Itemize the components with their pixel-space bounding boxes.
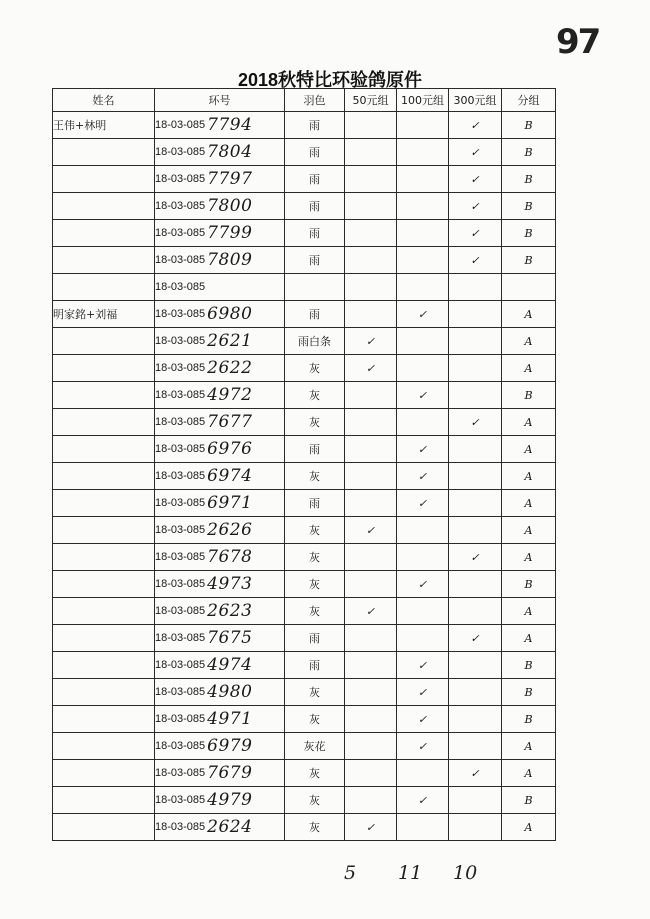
table-row (53, 436, 556, 463)
ring-prefix: 18-03-085 (155, 119, 206, 131)
table-row (53, 814, 556, 841)
ring-prefix: 18-03-085 (155, 821, 206, 833)
ring-suffix-handwritten: 7678 (207, 547, 253, 567)
ring-suffix-handwritten: 6974 (207, 466, 253, 486)
ring-prefix: 18-03-085 (155, 659, 206, 671)
owner-name-cell (53, 625, 155, 652)
group-50-cell (345, 274, 397, 301)
ring-suffix-handwritten: 7804 (207, 142, 253, 162)
owner-name-cell (53, 328, 155, 355)
group-50-cell (345, 490, 397, 517)
total-100-yuan: 11 (398, 862, 423, 884)
feather-color-cell: 雨 (285, 436, 345, 463)
ring-prefix: 18-03-085 (155, 362, 206, 374)
group-letter-cell: B (502, 220, 556, 247)
group-letter-cell (502, 274, 556, 301)
feather-color-cell: 灰 (285, 598, 345, 625)
ring-number-cell (155, 220, 285, 247)
owner-name-cell (53, 517, 155, 544)
ring-number-cell (155, 760, 285, 787)
header-feather-color: 羽色 (285, 89, 345, 112)
table-row (53, 571, 556, 598)
owner-name-cell (53, 679, 155, 706)
ring-number-cell (155, 733, 285, 760)
table-row (53, 166, 556, 193)
group-100-cell (397, 166, 449, 193)
ring-suffix-handwritten: 4974 (207, 655, 253, 675)
total-300-yuan: 10 (453, 862, 478, 884)
table-row (53, 274, 556, 301)
owner-name-cell (53, 274, 155, 301)
group-50-cell (345, 139, 397, 166)
group-300-cell: ✓ (449, 166, 502, 193)
feather-color-cell: 灰 (285, 382, 345, 409)
ring-number-cell (155, 166, 285, 193)
group-50-cell (345, 571, 397, 598)
group-100-cell (397, 274, 449, 301)
table-row (53, 382, 556, 409)
group-50-cell (345, 193, 397, 220)
group-300-cell (449, 490, 502, 517)
group-300-cell (449, 598, 502, 625)
ring-suffix-handwritten: 2624 (207, 817, 253, 837)
table-row (53, 463, 556, 490)
group-300-cell (449, 382, 502, 409)
table-row (53, 490, 556, 517)
ring-number-cell (155, 355, 285, 382)
group-50-cell (345, 706, 397, 733)
ring-number-cell (155, 382, 285, 409)
feather-color-cell: 灰 (285, 517, 345, 544)
ring-suffix-handwritten: 7794 (207, 115, 253, 135)
group-letter-cell: A (502, 544, 556, 571)
owner-name-cell (53, 787, 155, 814)
group-50-cell (345, 436, 397, 463)
owner-name-cell (53, 166, 155, 193)
group-letter-cell: A (502, 436, 556, 463)
ring-number-cell (155, 544, 285, 571)
ring-number-cell (155, 517, 285, 544)
feather-color-cell: 雨 (285, 625, 345, 652)
feather-color-cell: 雨 (285, 652, 345, 679)
ring-prefix: 18-03-085 (155, 443, 206, 455)
table-row (53, 409, 556, 436)
ring-number-cell (155, 247, 285, 274)
owner-name-cell (53, 814, 155, 841)
feather-color-cell: 灰 (285, 544, 345, 571)
ring-prefix: 18-03-085 (155, 389, 206, 401)
table-row (53, 598, 556, 625)
ring-suffix-handwritten: 2623 (207, 601, 253, 621)
ring-number-cell (155, 787, 285, 814)
group-letter-cell: A (502, 409, 556, 436)
group-100-cell (397, 220, 449, 247)
group-100-cell (397, 355, 449, 382)
ring-number-cell (155, 706, 285, 733)
group-letter-cell: A (502, 301, 556, 328)
owner-name-cell (53, 355, 155, 382)
owner-name-cell (53, 760, 155, 787)
ring-suffix-handwritten: 7809 (207, 250, 253, 270)
group-50-cell (345, 463, 397, 490)
ring-prefix: 18-03-085 (155, 227, 206, 239)
ring-prefix: 18-03-085 (155, 308, 206, 320)
ring-prefix: 18-03-085 (155, 713, 206, 725)
group-300-cell: ✓ (449, 112, 502, 139)
group-100-cell (397, 139, 449, 166)
group-letter-cell: B (502, 787, 556, 814)
group-300-cell: ✓ (449, 193, 502, 220)
owner-name-cell (53, 490, 155, 517)
feather-color-cell: 雨白条 (285, 328, 345, 355)
ring-prefix: 18-03-085 (155, 578, 206, 590)
group-300-cell (449, 814, 502, 841)
feather-color-cell (285, 274, 345, 301)
header-50-yuan-group: 50元组 (345, 89, 397, 112)
ring-prefix: 18-03-085 (155, 173, 206, 185)
table-row (53, 247, 556, 274)
owner-name-cell (53, 220, 155, 247)
group-100-cell (397, 328, 449, 355)
group-100-cell (397, 598, 449, 625)
ring-number-cell (155, 814, 285, 841)
feather-color-cell: 雨 (285, 193, 345, 220)
ring-prefix: 18-03-085 (155, 281, 206, 293)
group-300-cell (449, 463, 502, 490)
group-50-cell: ✓ (345, 598, 397, 625)
group-100-cell: ✓ (397, 733, 449, 760)
ring-prefix: 18-03-085 (155, 254, 206, 266)
ring-suffix-handwritten: 4973 (207, 574, 253, 594)
group-300-cell (449, 517, 502, 544)
ring-suffix-handwritten: 2621 (207, 331, 253, 351)
ring-prefix: 18-03-085 (155, 767, 206, 779)
group-100-cell (397, 409, 449, 436)
feather-color-cell: 雨 (285, 490, 345, 517)
owner-name-cell: 明家銘+刘福 (53, 301, 155, 328)
group-50-cell (345, 544, 397, 571)
ring-number-cell (155, 301, 285, 328)
group-letter-cell: B (502, 706, 556, 733)
group-100-cell: ✓ (397, 679, 449, 706)
group-50-cell (345, 679, 397, 706)
ring-number-cell (155, 625, 285, 652)
group-50-cell (345, 787, 397, 814)
group-100-cell (397, 625, 449, 652)
group-300-cell (449, 652, 502, 679)
ring-prefix: 18-03-085 (155, 551, 206, 563)
ring-number-cell (155, 193, 285, 220)
group-100-cell (397, 814, 449, 841)
ring-suffix-handwritten: 6980 (207, 304, 253, 324)
feather-color-cell: 灰 (285, 814, 345, 841)
owner-name-cell (53, 409, 155, 436)
owner-name-cell (53, 463, 155, 490)
feather-color-cell: 灰花 (285, 733, 345, 760)
group-letter-cell: A (502, 490, 556, 517)
ring-suffix-handwritten: 7675 (207, 628, 253, 648)
ring-number-cell (155, 328, 285, 355)
group-100-cell: ✓ (397, 490, 449, 517)
feather-color-cell: 雨 (285, 139, 345, 166)
group-letter-cell: B (502, 679, 556, 706)
group-letter-cell: A (502, 760, 556, 787)
total-50-yuan: 5 (344, 862, 357, 884)
ring-suffix-handwritten: 4972 (207, 385, 253, 405)
header-group: 分组 (502, 89, 556, 112)
feather-color-cell: 雨 (285, 301, 345, 328)
ring-prefix: 18-03-085 (155, 794, 206, 806)
ring-suffix-handwritten: 4980 (207, 682, 253, 702)
owner-name-cell (53, 706, 155, 733)
owner-name-cell (53, 247, 155, 274)
ring-prefix: 18-03-085 (155, 470, 206, 482)
ring-suffix-handwritten: 7800 (207, 196, 253, 216)
header-name: 姓名 (53, 89, 155, 112)
group-100-cell: ✓ (397, 706, 449, 733)
ring-suffix-handwritten: 7677 (207, 412, 253, 432)
feather-color-cell: 灰 (285, 571, 345, 598)
group-300-cell (449, 679, 502, 706)
group-100-cell (397, 112, 449, 139)
group-300-cell (449, 706, 502, 733)
owner-name-cell (53, 436, 155, 463)
group-50-cell (345, 382, 397, 409)
ring-prefix: 18-03-085 (155, 497, 206, 509)
group-letter-cell: B (502, 571, 556, 598)
group-letter-cell: B (502, 166, 556, 193)
ring-suffix-handwritten: 6979 (207, 736, 253, 756)
group-letter-cell: A (502, 355, 556, 382)
ring-number-cell (155, 436, 285, 463)
group-letter-cell: A (502, 733, 556, 760)
feather-color-cell: 灰 (285, 760, 345, 787)
group-letter-cell: A (502, 463, 556, 490)
group-50-cell (345, 301, 397, 328)
ring-number-cell (155, 490, 285, 517)
page-number: 97 (556, 22, 600, 62)
table-body (53, 112, 556, 841)
group-100-cell (397, 544, 449, 571)
ring-suffix-handwritten: 7679 (207, 763, 253, 783)
ring-number-cell (155, 139, 285, 166)
group-50-cell (345, 652, 397, 679)
group-letter-cell: A (502, 517, 556, 544)
feather-color-cell: 灰 (285, 463, 345, 490)
ring-prefix: 18-03-085 (155, 632, 206, 644)
group-50-cell (345, 760, 397, 787)
group-50-cell: ✓ (345, 814, 397, 841)
ring-prefix: 18-03-085 (155, 740, 206, 752)
table-row (53, 733, 556, 760)
group-300-cell (449, 571, 502, 598)
header-300-yuan-group: 300元组 (449, 89, 502, 112)
group-50-cell: ✓ (345, 517, 397, 544)
header-ring-number: 环号 (155, 89, 285, 112)
table-row (53, 679, 556, 706)
ring-number-cell (155, 571, 285, 598)
group-100-cell: ✓ (397, 301, 449, 328)
group-300-cell: ✓ (449, 409, 502, 436)
group-100-cell (397, 193, 449, 220)
group-50-cell: ✓ (345, 328, 397, 355)
ring-prefix: 18-03-085 (155, 200, 206, 212)
group-50-cell (345, 625, 397, 652)
group-300-cell: ✓ (449, 544, 502, 571)
feather-color-cell: 雨 (285, 112, 345, 139)
table-row (53, 517, 556, 544)
group-100-cell (397, 517, 449, 544)
ring-number-cell (155, 409, 285, 436)
table-row (53, 706, 556, 733)
ring-suffix-handwritten: 2622 (207, 358, 253, 378)
ring-number-cell (155, 274, 285, 301)
group-letter-cell: B (502, 112, 556, 139)
owner-name-cell (53, 733, 155, 760)
group-50-cell (345, 220, 397, 247)
group-50-cell (345, 112, 397, 139)
table-row (53, 544, 556, 571)
group-letter-cell: A (502, 625, 556, 652)
group-300-cell (449, 328, 502, 355)
group-50-cell: ✓ (345, 355, 397, 382)
group-300-cell: ✓ (449, 247, 502, 274)
owner-name-cell (53, 193, 155, 220)
ring-number-cell (155, 652, 285, 679)
ring-number-cell (155, 598, 285, 625)
group-50-cell (345, 247, 397, 274)
group-300-cell (449, 301, 502, 328)
group-letter-cell: B (502, 193, 556, 220)
table-row (53, 760, 556, 787)
group-100-cell (397, 760, 449, 787)
group-letter-cell: A (502, 814, 556, 841)
owner-name-cell (53, 571, 155, 598)
feather-color-cell: 灰 (285, 355, 345, 382)
table-row (53, 625, 556, 652)
group-100-cell: ✓ (397, 463, 449, 490)
group-300-cell (449, 436, 502, 463)
group-letter-cell: B (502, 247, 556, 274)
feather-color-cell: 雨 (285, 220, 345, 247)
feather-color-cell: 灰 (285, 787, 345, 814)
owner-name-cell (53, 382, 155, 409)
ring-prefix: 18-03-085 (155, 335, 206, 347)
ring-prefix: 18-03-085 (155, 146, 206, 158)
group-100-cell: ✓ (397, 787, 449, 814)
ring-number-cell (155, 112, 285, 139)
ring-number-cell (155, 463, 285, 490)
feather-color-cell: 灰 (285, 679, 345, 706)
table-row (53, 787, 556, 814)
table-row (53, 328, 556, 355)
group-100-cell: ✓ (397, 436, 449, 463)
group-50-cell (345, 733, 397, 760)
group-300-cell: ✓ (449, 139, 502, 166)
group-300-cell: ✓ (449, 220, 502, 247)
group-300-cell (449, 787, 502, 814)
ring-suffix-handwritten: 4979 (207, 790, 253, 810)
group-100-cell: ✓ (397, 652, 449, 679)
feather-color-cell: 雨 (285, 247, 345, 274)
group-100-cell: ✓ (397, 382, 449, 409)
pigeon-registry-table (52, 88, 556, 841)
group-100-cell: ✓ (397, 571, 449, 598)
owner-name-cell (53, 139, 155, 166)
ring-suffix-handwritten: 4971 (207, 709, 253, 729)
ring-suffix-handwritten: 7799 (207, 223, 253, 243)
ring-prefix: 18-03-085 (155, 605, 206, 617)
owner-name-cell: 王伟+林明 (53, 112, 155, 139)
ring-number-cell (155, 679, 285, 706)
table-row (53, 112, 556, 139)
feather-color-cell: 雨 (285, 166, 345, 193)
ring-suffix-handwritten: 2626 (207, 520, 253, 540)
group-letter-cell: A (502, 598, 556, 625)
feather-color-cell: 灰 (285, 409, 345, 436)
group-letter-cell: A (502, 328, 556, 355)
feather-color-cell: 灰 (285, 706, 345, 733)
page-title: 2018秋特比环验鸽原件 (237, 70, 423, 90)
table-row (53, 220, 556, 247)
group-50-cell (345, 409, 397, 436)
group-300-cell (449, 274, 502, 301)
table-row (53, 652, 556, 679)
header-100-yuan-group: 100元组 (397, 89, 449, 112)
owner-name-cell (53, 652, 155, 679)
group-300-cell: ✓ (449, 625, 502, 652)
group-50-cell (345, 166, 397, 193)
group-300-cell (449, 733, 502, 760)
table-header-row (53, 89, 556, 112)
table-row (53, 301, 556, 328)
group-300-cell: ✓ (449, 760, 502, 787)
table-row (53, 355, 556, 382)
group-100-cell (397, 247, 449, 274)
group-letter-cell: B (502, 139, 556, 166)
ring-suffix-handwritten: 6971 (207, 493, 253, 513)
table-row (53, 193, 556, 220)
ring-prefix: 18-03-085 (155, 686, 206, 698)
ring-suffix-handwritten: 7797 (207, 169, 253, 189)
group-letter-cell: B (502, 652, 556, 679)
ring-prefix: 18-03-085 (155, 416, 206, 428)
ring-prefix: 18-03-085 (155, 524, 206, 536)
group-300-cell (449, 355, 502, 382)
owner-name-cell (53, 598, 155, 625)
table-row (53, 139, 556, 166)
owner-name-cell (53, 544, 155, 571)
ring-suffix-handwritten: 6976 (207, 439, 253, 459)
group-letter-cell: B (502, 382, 556, 409)
